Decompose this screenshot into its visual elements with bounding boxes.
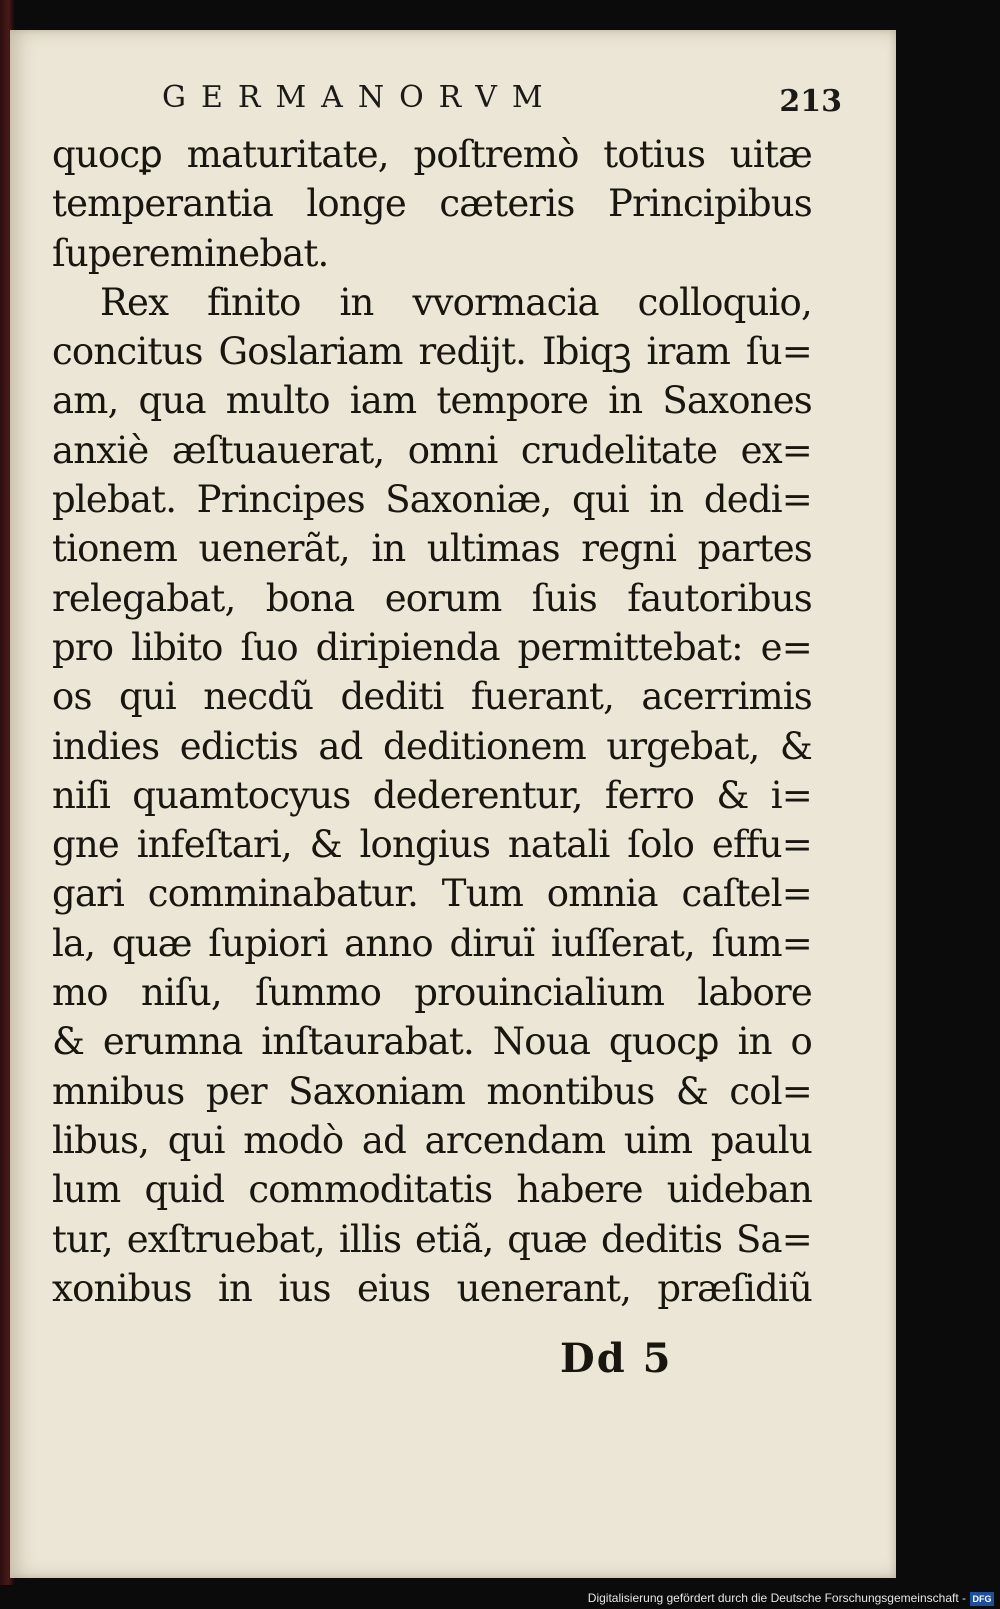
text-line: xonibus in ius eius uenerant, præſidiũ — [52, 1266, 812, 1310]
text-line: temperantia longe cæteris Principibus — [52, 182, 812, 226]
text-line: libus, qui modò ad arcendam uim paulu — [52, 1118, 812, 1162]
text-line: mo niſu, ſummo prouincialium labore — [52, 971, 812, 1015]
text-line: relegabat, bona eorum ſuis fautoribus — [52, 576, 812, 620]
text-line: gari comminabatur. Tum omnia caſtel= — [52, 872, 812, 916]
text-line: gne infeſtari, & longius natali ſolo effu= — [52, 823, 812, 867]
text-line: concitus Goslariam rediјt. Ibiqꝫ iram ſu= — [52, 330, 812, 374]
running-title: GERMANORVM — [162, 80, 558, 115]
text-line: anxiè æſtuauerat, omni crudelitate ex= — [52, 428, 812, 472]
text-line: niſi quamtocyus dederentur, ferro & i= — [52, 773, 812, 817]
signature-mark: Dd 5 — [560, 1335, 673, 1382]
running-head — [162, 80, 842, 124]
text-line: ſupereminebat. — [52, 231, 329, 275]
text-line: indies edictis ad deditionem urgebat, & — [52, 724, 812, 768]
text-block — [52, 130, 812, 1313]
text-line: pro libito ſuo diripienda permittebat: e= — [52, 625, 812, 669]
text-line: tur, exſtruebat, illis etiã, quæ deditis Sa= — [52, 1217, 812, 1261]
digitization-credit: Digitalisierung gefördert durch die Deutsche Forschungsgemeinschaft - — [587, 1591, 966, 1605]
text-line: quocꝑ maturitate, poſtremò totius uitæ — [52, 133, 812, 176]
text-line: mnibus per Saxoniam montibus & col= — [52, 1069, 812, 1113]
text-line: os qui necdũ dediti fuerant, acerrimis — [52, 675, 812, 719]
text-line: plebat. Principes Saxoniæ, qui in dedi= — [52, 478, 812, 522]
book-page — [10, 30, 896, 1578]
text-line: & erumna inſtaurabat. Noua quocꝑ in o — [52, 1020, 812, 1064]
text-line: am, qua multo iam tempore in Saxones — [52, 379, 812, 423]
text-line: la, quæ ſupiori anno diruï iuſſerat, ſum= — [52, 921, 812, 965]
dfg-logo: DFG — [970, 1592, 994, 1606]
text-line: lum quid commoditatis habere uideban — [52, 1168, 812, 1212]
text-line: tionem uenerãt, in ultimas regni partes — [52, 527, 812, 571]
text-line: Rex finito in vvormacia colloquio, — [100, 280, 812, 324]
page-number: 213 — [779, 84, 842, 119]
